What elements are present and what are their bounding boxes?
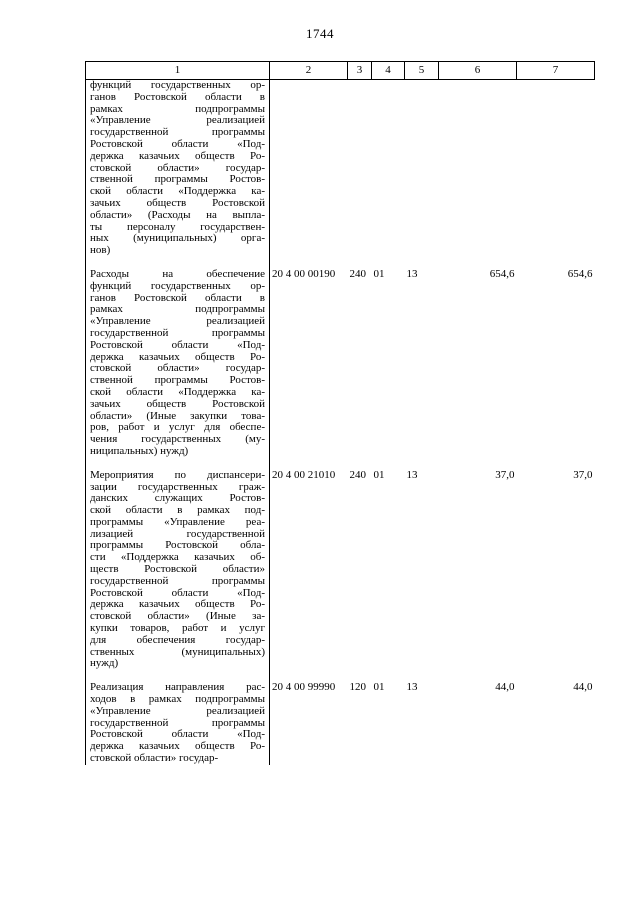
spacer-cell [405, 458, 439, 470]
expense-description [86, 269, 270, 458]
table-row [86, 80, 595, 257]
description-line: держка казачьих обществ Ро- [90, 741, 265, 753]
header-cell-7: 7 [517, 62, 595, 80]
description-line: нужд) [90, 658, 119, 670]
description-line: ных (муниципальных) орга- [90, 233, 265, 245]
description-line: функций государственных ор- [90, 280, 265, 292]
expense-type-cell: 240 [349, 267, 366, 280]
spacer-cell [86, 670, 270, 682]
description-line: ственной программы Ростов- [90, 174, 265, 186]
description-line: зации государственных граж- [90, 481, 265, 493]
subsection-cell: 13 [406, 267, 418, 280]
expense-type-cell: 240 [349, 468, 366, 481]
description-line: ниципальных) нужд) [90, 445, 189, 457]
spacer-cell [517, 458, 595, 470]
description-line: Расходы на обеспечение [90, 268, 265, 280]
subsection-cell: 13 [406, 468, 418, 481]
description-line: стовской области» государ- [90, 162, 265, 174]
description-line: Мероприятия по диспансери- [90, 469, 265, 481]
section-cell: 01 [373, 681, 385, 694]
budget-table [85, 61, 595, 765]
description-line: программы Ростовской обла- [90, 540, 265, 552]
description-line: ской области в рамках под- [90, 505, 265, 517]
amount-cell-2: 44,0 [573, 681, 593, 694]
description-line: ганов Ростовской области в [90, 292, 265, 304]
description-line: стовской области» государ- [90, 363, 265, 375]
spacer-cell [372, 458, 405, 470]
target-code-cell [270, 80, 348, 257]
section-cell: 01 [373, 468, 385, 481]
description-line: держка казачьих обществ Ро- [90, 599, 265, 611]
target-code-cell: 20 4 00 21010 [272, 468, 336, 481]
description-line: Ростовской области «Под- [90, 587, 265, 599]
section-cell: 01 [373, 267, 385, 280]
spacer-cell [86, 458, 270, 470]
description-line: сти «Поддержка казачьих об- [90, 552, 265, 564]
expense-type-cell [348, 80, 372, 257]
description-line: нов) [90, 245, 111, 257]
description-line: ты персоналу государствен- [90, 221, 265, 233]
description-line: «Управление реализацией [90, 115, 265, 127]
description-line: ществ Ростовской области» [90, 564, 265, 576]
amount-cell-2: 37,0 [573, 468, 593, 481]
description-line: государственной программы [90, 327, 265, 339]
description-line: Ростовской области «Под- [90, 138, 265, 150]
amount-cell-1: 44,0 [495, 681, 515, 694]
description-line: держка казачьих обществ Ро- [90, 150, 265, 162]
header-row [86, 62, 595, 80]
subsection-cell: 13 [406, 681, 418, 694]
description-line: стовской области» государ- [90, 753, 219, 765]
page-number: 1744 [306, 26, 334, 41]
spacer-cell [86, 257, 270, 269]
description-line: рамках подпрограммы [90, 304, 265, 316]
description-line: ственных (муниципальных) [90, 646, 265, 658]
amount-cell-2 [517, 80, 595, 257]
spacer-cell [348, 458, 372, 470]
description-line: ственной программы Ростов- [90, 375, 265, 387]
description-line: стовской области» (Иные за- [90, 611, 265, 623]
row-spacer [86, 670, 595, 682]
table-row [86, 269, 595, 458]
table-row [86, 682, 595, 765]
description-line: «Управление реализацией [90, 316, 265, 328]
table-row [86, 470, 595, 671]
description-line: рамках подпрограммы [90, 103, 265, 115]
subsection-cell [405, 80, 439, 257]
description-line: Реализация направления рас- [90, 682, 265, 694]
description-line: зачьих обществ Ростовской [90, 398, 265, 410]
header-cell-2: 2 [270, 62, 348, 80]
description-line: данских служащих Ростов- [90, 493, 265, 505]
row-spacer [86, 458, 595, 470]
description-line: «Управление реализацией [90, 705, 265, 717]
row-spacer [86, 257, 595, 269]
description-line: функций государственных ор- [90, 80, 265, 91]
expense-description [86, 80, 270, 257]
description-line: области» (Расходы на выпла- [90, 209, 265, 221]
table-body [86, 80, 595, 765]
header-cell-5: 5 [405, 62, 439, 80]
header-cell-6: 6 [439, 62, 517, 80]
description-line: зачьих обществ Ростовской [90, 197, 265, 209]
description-line: ской области «Поддержка ка- [90, 186, 265, 198]
description-line: лизацией государственной [90, 528, 265, 540]
description-line: программы «Управление реа- [90, 516, 265, 528]
description-line: Ростовской области «Под- [90, 729, 265, 741]
target-code-cell: 20 4 00 00190 [272, 267, 336, 280]
amount-cell-1 [439, 80, 517, 257]
header-cell-4: 4 [372, 62, 405, 80]
amount-cell-1: 37,0 [495, 468, 515, 481]
description-line: для обеспечения государ- [90, 634, 265, 646]
description-line: государственной программы [90, 127, 265, 139]
description-line: купки товаров, работ и услуг [90, 623, 265, 635]
description-line: области» (Иные закупки това- [90, 410, 265, 422]
spacer-cell [439, 458, 517, 470]
description-line: государственной программы [90, 575, 265, 587]
description-line: государственной программы [90, 717, 265, 729]
target-code-cell: 20 4 00 99990 [272, 681, 336, 694]
description-line: держка казачьих обществ Ро- [90, 351, 265, 363]
section-cell [372, 80, 405, 257]
expense-description [86, 682, 270, 765]
header-cell-1: 1 [86, 62, 270, 80]
description-line: ской области «Поддержка ка- [90, 386, 265, 398]
amount-cell-2: 654,6 [567, 267, 593, 280]
spacer-cell [270, 458, 348, 470]
description-line: ходов в рамках подпрограммы [90, 694, 265, 706]
header-cell-3: 3 [348, 62, 372, 80]
description-line: чения государственных (му- [90, 434, 265, 446]
amount-cell-1: 654,6 [489, 267, 515, 280]
description-line: ров, работ и услуг для обеспе- [90, 422, 265, 434]
description-line: ганов Ростовской области в [90, 91, 265, 103]
description-line: Ростовской области «Под- [90, 339, 265, 351]
expense-description [86, 470, 270, 671]
expense-type-cell: 120 [349, 681, 366, 694]
